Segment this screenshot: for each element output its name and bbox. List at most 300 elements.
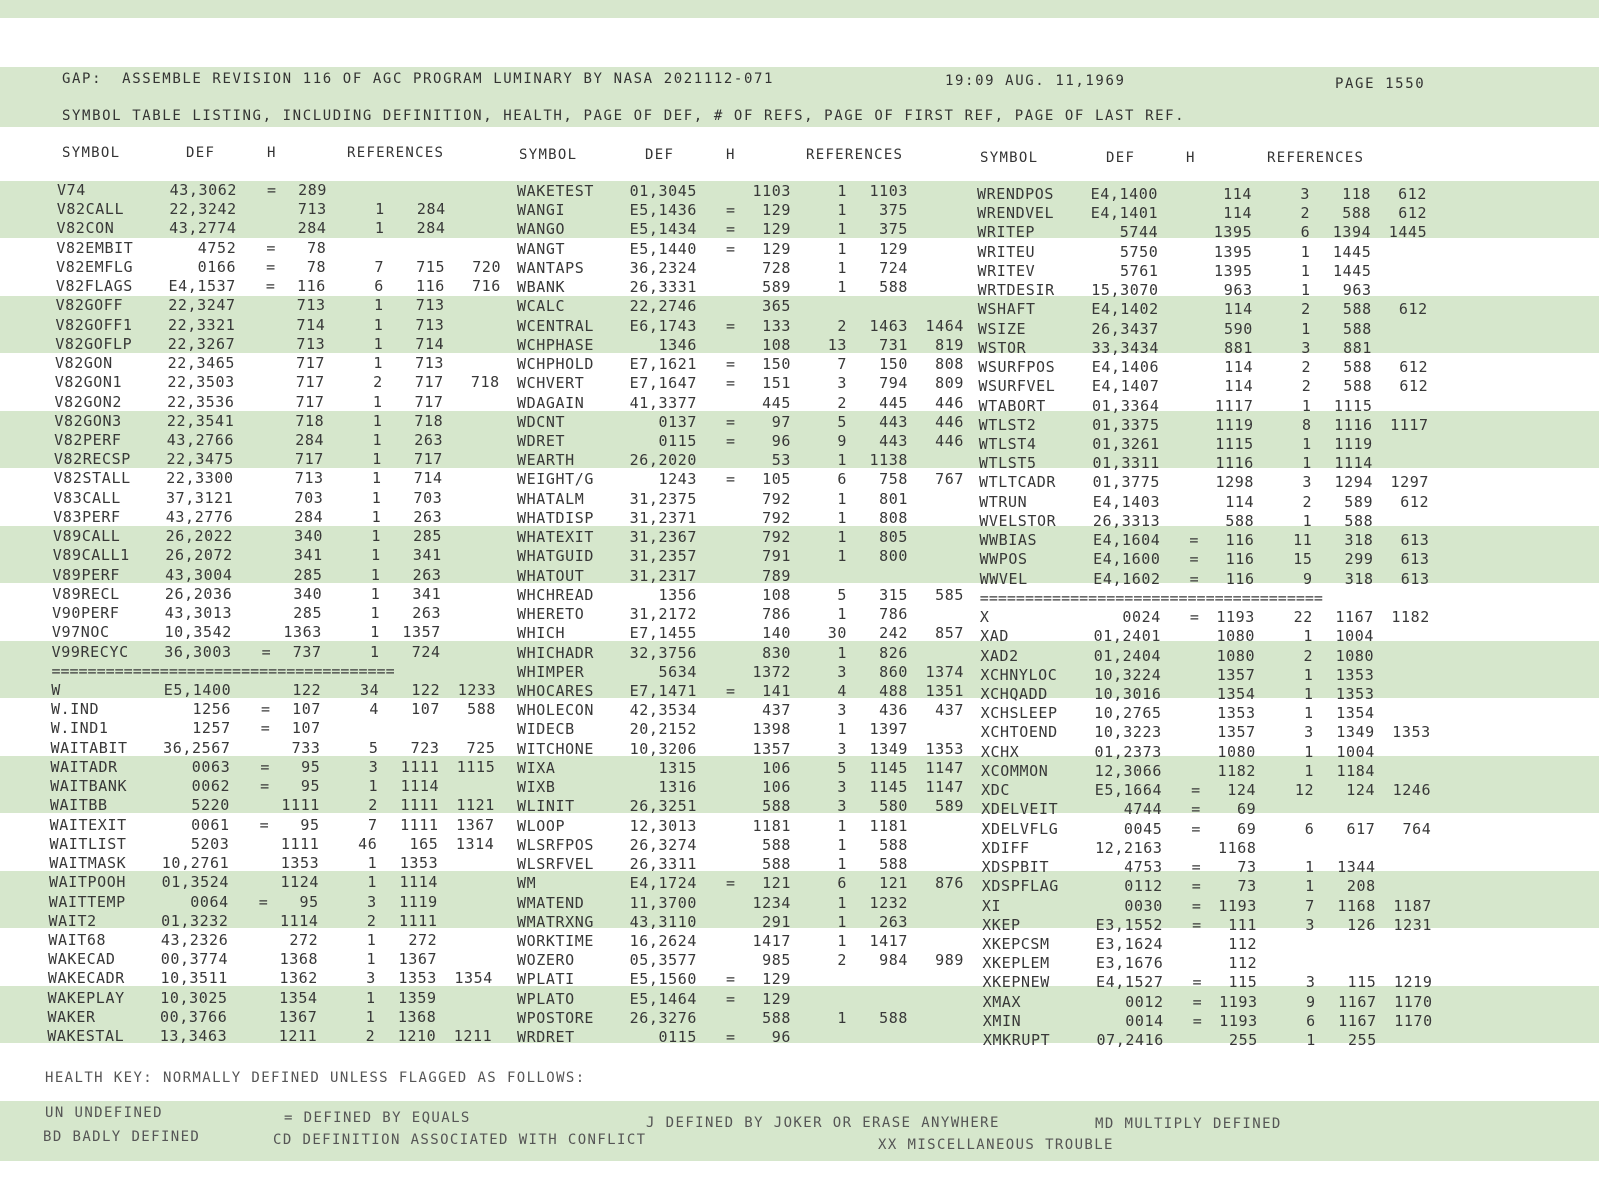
cell-ref-count: 1 xyxy=(837,258,847,277)
cell-ref-count: 1 xyxy=(1303,627,1314,646)
symbol-row xyxy=(517,913,987,932)
cell-symbol: WAITLIST xyxy=(49,834,127,853)
symbol-row xyxy=(517,1028,987,1047)
cell-last-ref: 1367 xyxy=(456,815,495,834)
symbol-row xyxy=(57,219,527,238)
cell-page-of-def: 133 xyxy=(762,316,791,335)
cell-page-of-def: 95 xyxy=(299,892,319,911)
cell-page-of-def: 437 xyxy=(762,701,791,720)
cell-last-ref: 612 xyxy=(1398,185,1427,203)
cell-symbol: XDIFF xyxy=(981,838,1030,857)
cell-ref-count: 3 xyxy=(367,892,377,911)
cell-ref-count: 1 xyxy=(366,930,377,949)
cell-def: 31,2375 xyxy=(629,489,697,508)
cell-ref-count: 30 xyxy=(827,624,847,643)
cell-first-ref: 255 xyxy=(1347,1031,1377,1050)
cell-symbol: WORKTIME xyxy=(517,931,595,950)
cell-last-ref: 1374 xyxy=(925,662,964,681)
cell-symbol: W.IND1 xyxy=(50,719,109,738)
symbol-row xyxy=(982,954,1452,973)
cell-first-ref: 1397 xyxy=(869,720,908,739)
cell-ref-count: 1 xyxy=(372,450,382,469)
cell-page-of-def: 105 xyxy=(762,470,791,489)
cell-ref-count: 1 xyxy=(367,854,378,873)
cell-page-of-def: 124 xyxy=(1227,781,1257,800)
cell-first-ref: 717 xyxy=(413,450,443,469)
cell-ref-count: 1 xyxy=(367,873,377,892)
cell-first-ref: 315 xyxy=(879,585,908,604)
symbol-row xyxy=(51,739,521,758)
cell-page-of-def: 69 xyxy=(1237,800,1257,819)
cell-ref-count: 3 xyxy=(837,739,847,758)
cell-ref-count: 1 xyxy=(371,527,381,546)
cell-page-of-def: 114 xyxy=(1224,358,1254,377)
symbol-row xyxy=(517,259,987,278)
symbol-row xyxy=(978,262,1448,281)
cell-symbol: V82GOFLP xyxy=(55,334,133,353)
symbol-row xyxy=(983,1031,1453,1050)
cell-def: 22,3503 xyxy=(167,373,235,392)
cell-ref-count: 1 xyxy=(837,508,847,527)
cell-ref-count: 1 xyxy=(1303,684,1314,703)
symbol-row xyxy=(517,951,987,970)
cell-page-of-def: 112 xyxy=(1228,954,1258,973)
cell-ref-count: 1 xyxy=(837,835,847,854)
cell-ref-count: 2 xyxy=(373,373,383,392)
symbol-row xyxy=(517,817,987,836)
cell-last-ref: 1219 xyxy=(1393,973,1433,992)
cell-page-of-def: 1357 xyxy=(1217,723,1256,742)
symbol-row xyxy=(980,685,1450,704)
cell-def: 1356 xyxy=(658,585,697,604)
cell-page-of-def: 792 xyxy=(762,489,791,508)
symbol-row xyxy=(981,820,1451,839)
cell-symbol: WTLTCADR xyxy=(979,473,1057,492)
cell-first-ref: 1114 xyxy=(1334,454,1373,473)
cell-first-ref: 713 xyxy=(415,354,444,373)
cell-page-of-def: 717 xyxy=(296,354,325,373)
cell-def: E7,1647 xyxy=(629,374,697,393)
cell-ref-count: 3 xyxy=(366,969,376,988)
cell-def: E4,1724 xyxy=(629,874,697,893)
cell-health: = xyxy=(1191,819,1202,838)
cell-ref-count: 1 xyxy=(1300,261,1311,280)
cell-page-of-def: 116 xyxy=(1225,531,1255,550)
cell-first-ref: 1111 xyxy=(400,757,440,776)
cell-def: 01,3375 xyxy=(1092,415,1160,434)
cell-def: 4752 xyxy=(197,238,237,257)
cell-def: 12,3066 xyxy=(1094,761,1162,780)
cell-first-ref: 588 xyxy=(1343,358,1373,377)
cell-first-ref: 758 xyxy=(879,470,908,489)
cell-page-of-def: 792 xyxy=(762,528,791,547)
cell-symbol: XCHQADD xyxy=(980,684,1048,703)
symbol-row xyxy=(517,413,987,432)
cell-first-ref: 984 xyxy=(879,951,908,970)
cell-health: = xyxy=(726,239,736,258)
cell-symbol: XCHNYLOC xyxy=(980,665,1058,684)
cell-first-ref: 118 xyxy=(1342,185,1371,203)
cell-symbol: WAITEXIT xyxy=(49,815,127,834)
col-health: H xyxy=(726,147,736,163)
cell-def: 0061 xyxy=(191,815,230,834)
cell-def: E4,1401 xyxy=(1090,204,1159,223)
symbol-row xyxy=(517,836,987,855)
cell-first-ref: 1353 xyxy=(398,969,437,988)
symbol-row xyxy=(982,877,1452,896)
cell-def: 33,3434 xyxy=(1091,338,1160,357)
cell-first-ref: 1184 xyxy=(1336,761,1375,780)
cell-page-of-def: 122 xyxy=(292,680,322,699)
cell-symbol: XCHSLEEP xyxy=(980,704,1058,723)
cell-page-of-def: 1124 xyxy=(280,873,319,892)
symbol-row xyxy=(49,835,519,854)
cell-def: 43,3013 xyxy=(164,604,233,623)
cell-symbol: WAKEPLAY xyxy=(47,988,125,1007)
cell-symbol: V82GOFF1 xyxy=(55,315,133,334)
cell-health: = xyxy=(726,201,736,220)
cell-ref-count: 9 xyxy=(1303,569,1313,588)
cell-ref-count: 1 xyxy=(375,200,385,219)
cell-health: = xyxy=(260,777,270,796)
cell-first-ref: 715 xyxy=(416,257,446,276)
cell-page-of-def: 713 xyxy=(297,200,327,219)
cell-symbol: WLSRFPOS xyxy=(517,835,595,854)
cell-ref-count: 1 xyxy=(837,1008,847,1027)
cell-page-of-def: 69 xyxy=(1237,819,1257,838)
cell-page-of-def: 786 xyxy=(762,605,791,624)
cell-symbol: V82GON3 xyxy=(54,411,122,430)
cell-page-of-def: 588 xyxy=(1225,511,1255,530)
cell-ref-count: 2 xyxy=(1303,646,1314,665)
cell-page-of-def: 713 xyxy=(296,296,326,315)
section-separator: ====================================== xyxy=(51,661,395,680)
cell-page-of-def: 107 xyxy=(291,719,321,738)
cell-symbol: WRDRET xyxy=(517,1028,575,1047)
cell-first-ref: 1417 xyxy=(869,931,908,950)
cell-symbol: WCALC xyxy=(517,297,566,316)
cell-last-ref: 1115 xyxy=(456,757,496,776)
page-number: PAGE 1550 xyxy=(1335,76,1426,92)
cell-symbol: WOZERO xyxy=(517,951,575,970)
cell-page-of-def: 97 xyxy=(771,412,791,431)
cell-page-of-def: 114 xyxy=(1223,300,1253,319)
symbol-row xyxy=(51,719,521,738)
symbol-row xyxy=(51,700,521,719)
cell-page-of-def: 107 xyxy=(292,700,321,719)
cell-symbol: V82PERF xyxy=(54,430,122,449)
symbol-row xyxy=(517,201,987,220)
cell-last-ref: 725 xyxy=(466,738,496,757)
cell-first-ref: 1463 xyxy=(869,316,908,335)
cell-symbol: WTABORT xyxy=(978,396,1046,415)
cell-ref-count: 7 xyxy=(374,257,385,276)
symbol-row xyxy=(56,277,526,296)
symbol-row xyxy=(53,508,523,527)
cell-def: 10,3224 xyxy=(1093,665,1162,684)
cell-ref-count: 1 xyxy=(1302,511,1313,530)
cell-symbol: XCHX xyxy=(980,742,1020,761)
symbol-row xyxy=(978,397,1448,416)
cell-last-ref: 1246 xyxy=(1392,781,1432,800)
cell-def: 01,3045 xyxy=(629,182,697,200)
cell-def: 11,3700 xyxy=(629,893,697,912)
cell-first-ref: 786 xyxy=(879,605,908,624)
cell-ref-count: 1 xyxy=(837,278,847,297)
cell-last-ref: 1445 xyxy=(1388,223,1428,242)
cell-symbol: V82GON2 xyxy=(54,392,122,411)
cell-ref-count: 8 xyxy=(1301,415,1312,434)
cell-page-of-def: 129 xyxy=(762,970,791,989)
cell-def: E4,1600 xyxy=(1093,550,1161,569)
symbol-row xyxy=(983,993,1453,1012)
cell-page-of-def: 129 xyxy=(762,239,791,258)
cell-symbol: V82GOFF xyxy=(55,296,124,315)
symbol-row xyxy=(517,740,987,759)
symbol-row xyxy=(55,393,525,412)
cell-last-ref: 1147 xyxy=(925,758,964,777)
cell-ref-count: 1 xyxy=(1305,877,1315,896)
cell-first-ref: 1119 xyxy=(399,892,438,911)
cell-ref-count: 1 xyxy=(1301,281,1311,300)
cell-first-ref: 116 xyxy=(415,277,445,296)
cell-first-ref: 589 xyxy=(1344,492,1374,511)
cell-first-ref: 1210 xyxy=(397,1027,437,1046)
cell-def: E4,1402 xyxy=(1091,300,1159,319)
cell-def: 01,2373 xyxy=(1094,742,1162,761)
cell-first-ref: 443 xyxy=(879,431,908,450)
cell-ref-count: 3 xyxy=(837,778,847,797)
listing-title: GAP: ASSEMBLE REVISION 116 OF AGC PROGRAM LUMINARY BY NASA 2021112-071 xyxy=(62,71,775,87)
cell-ref-count: 1 xyxy=(373,354,383,373)
cell-ref-count: 6 xyxy=(1300,223,1311,242)
cell-first-ref: 1119 xyxy=(1334,434,1373,453)
cell-last-ref: 1353 xyxy=(925,739,964,758)
cell-first-ref: 242 xyxy=(879,624,908,643)
cell-first-ref: 272 xyxy=(408,930,438,949)
cell-page-of-def: 1182 xyxy=(1217,761,1256,780)
cell-first-ref: 588 xyxy=(1344,511,1374,530)
cell-first-ref: 724 xyxy=(411,642,441,661)
cell-ref-count: 12 xyxy=(1294,781,1315,800)
cell-first-ref: 617 xyxy=(1346,819,1376,838)
cell-symbol: WEARTH xyxy=(517,451,575,470)
symbol-row xyxy=(978,320,1448,339)
listing-time: 19:09 AUG. 11,1969 xyxy=(945,73,1126,89)
cell-ref-count: 6 xyxy=(374,277,384,296)
cell-def: 0045 xyxy=(1123,819,1163,838)
cell-page-of-def: 1395 xyxy=(1213,242,1253,261)
cell-symbol: WCENTRAL xyxy=(517,316,595,335)
cell-symbol: V82EMFLG xyxy=(56,257,134,276)
cell-page-of-def: 1357 xyxy=(1216,665,1256,684)
cell-symbol: WMATRXNG xyxy=(517,912,595,931)
cell-def: E5,1664 xyxy=(1094,781,1163,800)
cell-first-ref: 713 xyxy=(415,315,445,334)
cell-page-of-def: 121 xyxy=(762,874,791,893)
cell-page-of-def: 284 xyxy=(297,219,327,238)
symbol-row xyxy=(517,547,987,566)
cell-symbol: XAD xyxy=(980,627,1009,646)
cell-first-ref: 718 xyxy=(414,411,444,430)
cell-last-ref: 989 xyxy=(935,951,964,970)
cell-ref-count: 11 xyxy=(1293,531,1313,550)
cell-last-ref: 1147 xyxy=(925,778,964,797)
cell-def: 20,2152 xyxy=(629,720,697,739)
paper-band xyxy=(0,0,1599,18)
symbol-row xyxy=(53,527,523,546)
cell-symbol: WWVEL xyxy=(979,569,1028,588)
cell-first-ref: 318 xyxy=(1344,531,1374,550)
cell-def: 10,3025 xyxy=(160,988,228,1007)
cell-first-ref: 801 xyxy=(879,489,908,508)
health-key-equals: = DEFINED BY EQUALS xyxy=(284,1110,471,1126)
cell-last-ref: 1170 xyxy=(1394,1011,1433,1030)
cell-ref-count: 1 xyxy=(837,201,847,220)
cell-def: 5744 xyxy=(1119,223,1159,242)
cell-ref-count: 1 xyxy=(371,546,381,565)
cell-def: 0062 xyxy=(191,777,231,796)
cell-def: 26,3251 xyxy=(629,797,697,816)
cell-ref-count: 1 xyxy=(837,239,847,258)
cell-ref-count: 1 xyxy=(370,623,380,642)
cell-page-of-def: 114 xyxy=(1223,204,1253,223)
cell-page-of-def: 284 xyxy=(295,430,325,449)
cell-def: 26,3311 xyxy=(629,855,697,874)
cell-symbol: WHIMPER xyxy=(517,662,585,681)
col-def: DEF xyxy=(645,147,675,163)
cell-health: = xyxy=(1191,800,1201,819)
cell-page-of-def: 1117 xyxy=(1214,396,1254,415)
cell-page-of-def: 830 xyxy=(762,643,791,662)
symbol-row xyxy=(517,240,987,259)
cell-symbol: V89CALL xyxy=(53,527,121,546)
cell-health: = xyxy=(1191,877,1202,896)
cell-page-of-def: 733 xyxy=(291,738,321,757)
cell-symbol: V90PERF xyxy=(52,604,120,623)
cell-symbol: WHOLECON xyxy=(517,701,595,720)
cell-symbol: WVELSTOR xyxy=(979,511,1057,530)
cell-health: = xyxy=(267,181,277,199)
cell-first-ref: 1168 xyxy=(1337,896,1376,915)
symbol-row xyxy=(56,239,526,258)
cell-def: 10,3511 xyxy=(160,969,228,988)
cell-health: = xyxy=(266,238,276,257)
cell-def: 00,3766 xyxy=(160,1007,228,1026)
cell-last-ref: 718 xyxy=(470,373,500,392)
cell-def: E4,1604 xyxy=(1092,531,1161,550)
cell-symbol: XDSPBIT xyxy=(981,858,1050,877)
cell-def: 31,2357 xyxy=(629,547,697,566)
cell-page-of-def: 1298 xyxy=(1215,473,1254,492)
symbol-row xyxy=(978,300,1448,319)
cell-first-ref: 588 xyxy=(1342,300,1372,319)
cell-page-of-def: 340 xyxy=(293,584,323,603)
cell-def: 22,3536 xyxy=(167,392,235,411)
cell-ref-count: 1 xyxy=(1303,704,1314,723)
symbol-row xyxy=(55,354,525,373)
cell-def: 10,3206 xyxy=(629,739,697,758)
cell-first-ref: 341 xyxy=(412,584,442,603)
cell-symbol: XDC xyxy=(981,781,1011,800)
cell-def: E7,1471 xyxy=(629,681,697,700)
cell-symbol: WAITMASK xyxy=(49,854,127,873)
cell-ref-count: 1 xyxy=(837,528,847,547)
cell-ref-count: 1 xyxy=(837,720,847,739)
cell-def: 15,3070 xyxy=(1091,281,1159,300)
cell-def: E4,1403 xyxy=(1092,492,1161,511)
cell-first-ref: 1004 xyxy=(1336,742,1375,761)
cell-health: = xyxy=(1189,608,1200,627)
cell-def: 22,3300 xyxy=(166,469,234,488)
symbol-row xyxy=(517,797,987,816)
symbol-row xyxy=(982,973,1452,992)
cell-last-ref: 613 xyxy=(1400,569,1430,588)
cell-symbol: WAIT68 xyxy=(48,930,107,949)
symbol-row xyxy=(52,585,522,604)
symbol-row xyxy=(978,281,1448,300)
cell-ref-count: 3 xyxy=(1305,915,1316,934)
cell-first-ref: 717 xyxy=(414,392,444,411)
cell-def: 0012 xyxy=(1125,992,1164,1011)
cell-page-of-def: 1116 xyxy=(1215,454,1254,473)
cell-def: 0137 xyxy=(658,412,697,431)
cell-ref-count: 1 xyxy=(837,220,847,239)
cell-def: 22,3321 xyxy=(168,315,236,334)
cell-symbol: WANGO xyxy=(517,220,566,239)
cell-page-of-def: 1193 xyxy=(1218,896,1257,915)
cell-page-of-def: 106 xyxy=(762,778,791,797)
cell-first-ref: 263 xyxy=(413,507,443,526)
cell-def: 26,2020 xyxy=(629,451,697,470)
cell-ref-count: 3 xyxy=(1305,973,1316,992)
cell-last-ref: 437 xyxy=(935,701,964,720)
cell-symbol: WRTDESIR xyxy=(977,281,1055,300)
cell-symbol: V82GON xyxy=(55,354,113,373)
cell-page-of-def: 1103 xyxy=(752,182,791,200)
symbol-row xyxy=(517,586,987,605)
cell-page-of-def: 95 xyxy=(300,815,320,834)
cell-first-ref: 717 xyxy=(414,373,444,392)
cell-def: 0064 xyxy=(190,892,229,911)
cell-symbol: WHATOUT xyxy=(517,566,585,585)
col-symbol: SYMBOL xyxy=(980,150,1039,166)
cell-page-of-def: 129 xyxy=(762,220,791,239)
cell-def: 01,3232 xyxy=(161,911,229,930)
health-key-title: HEALTH KEY: NORMALLY DEFINED UNLESS FLAGGED AS FOLLOWS: xyxy=(45,1070,586,1086)
cell-def: 1257 xyxy=(192,719,231,738)
cell-first-ref: 1357 xyxy=(402,623,441,642)
cell-def: 1346 xyxy=(658,335,697,354)
cell-symbol: WAKECADR xyxy=(47,969,125,988)
cell-def: E5,1400 xyxy=(163,680,232,699)
cell-symbol: WRENDPOS xyxy=(977,185,1055,203)
cell-symbol: WLINIT xyxy=(517,797,575,816)
cell-symbol: WLSRFVEL xyxy=(517,855,595,874)
cell-symbol: WMATEND xyxy=(517,893,585,912)
cell-page-of-def: 588 xyxy=(762,835,791,854)
cell-ref-count: 1 xyxy=(366,988,376,1007)
cell-ref-count: 9 xyxy=(1305,992,1316,1011)
cell-first-ref: 724 xyxy=(879,258,908,277)
symbol-row xyxy=(48,969,518,988)
cell-ref-count: 7 xyxy=(368,815,378,834)
cell-def: E5,1464 xyxy=(629,989,697,1008)
cell-health: = xyxy=(726,470,736,489)
cell-def: 4753 xyxy=(1124,858,1163,877)
symbol-row xyxy=(54,431,524,450)
cell-last-ref: 446 xyxy=(935,412,964,431)
